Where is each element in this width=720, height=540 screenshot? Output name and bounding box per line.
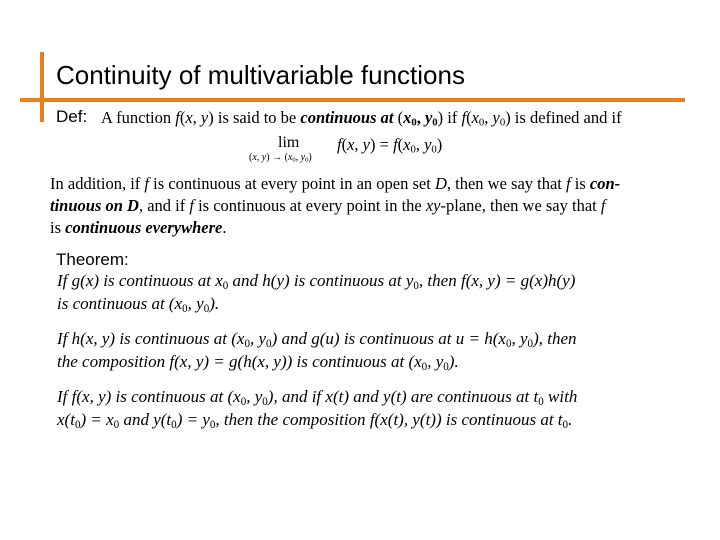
theorem-2-line-1: If h(x, y) is continuous at ($x_0$, $y_0$) and g(u) is continuous at $u = h(x_0$, $y_0$), then xyxy=(57,329,577,350)
def-label: Def: xyxy=(56,107,88,126)
limit-subscript: (x, $y) \to (x_0$, $y_0$) xyxy=(249,152,312,164)
definition-line-1: A function f(x, y) is said to be continuous at ($x_0$, $y_0$) if $f(x_0$, $y_0$) is defined and if xyxy=(101,108,622,129)
theorem-label: Theorem: xyxy=(56,250,129,269)
definition-line-4: is continuous everywhere. xyxy=(50,218,227,237)
theorem-1-line-1: If g(x) is continuous at $x_0$ and h(y) is continuous at $y_0$, then f(x, y) = g(x)h(y) xyxy=(57,271,576,292)
limit-equation: f(x, $y) = f(x_0$, $y_0$) xyxy=(337,135,443,156)
theorem-3-line-1: If f(x, y) is continuous at ($x_0$, $y_0$), and if x(t) and y(t) are continuous at $t_0$ with xyxy=(57,387,578,408)
slide-title: Continuity of multivariable functions xyxy=(56,60,465,90)
theorem-1-line-2: is continuous at ($x_0$, $y_0$). xyxy=(57,294,220,315)
theorem-2-line-2: the composition f(x, y) = g(h(x, y)) is continuous at ($x_0$, $y_0$). xyxy=(57,352,459,373)
definition-line-3: tinuous on D, and if f is continuous at every point in the xy-plane, then we say that f xyxy=(50,196,606,215)
accent-horizontal-bar xyxy=(20,98,685,102)
theorem-3-line-2: $x(t_0) = x_0$ and $y(t_0) = y_0$, then the composition f(x(t), y(t)) is continuous at $t_0$. xyxy=(57,410,573,431)
limit-operator: lim xyxy=(278,134,300,151)
accent-vertical-bar xyxy=(40,52,44,122)
definition-line-2: In addition, if f is continuous at every point in an open set D, then we say that f is con- xyxy=(50,174,621,193)
